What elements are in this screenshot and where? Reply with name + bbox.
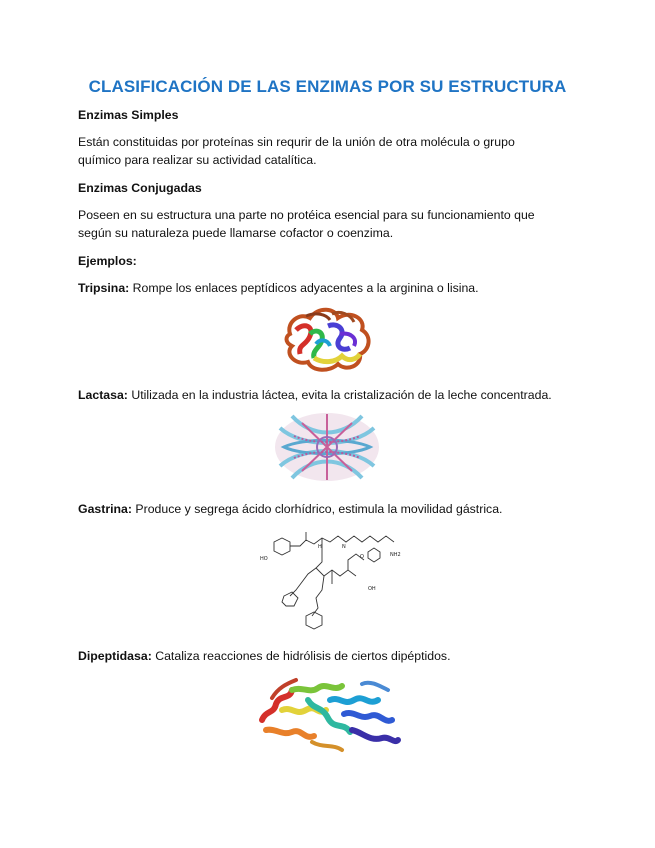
example-gastrina bbox=[78, 500, 502, 518]
gastrina-chemical-structure-image bbox=[256, 524, 416, 636]
example-name: Dipeptidasa: bbox=[78, 649, 152, 663]
example-description: Produce y segrega ácido clorhídrico, estimula la movilidad gástrica. bbox=[132, 502, 503, 516]
example-description: Cataliza reacciones de hidrólisis de ciertos dipéptidos. bbox=[151, 649, 451, 663]
example-description: Utilizada en la industria láctea, evita la cristalización de la leche concentrada. bbox=[127, 388, 552, 402]
chem-label-o: O bbox=[360, 554, 364, 560]
tripsina-protein-image bbox=[280, 304, 376, 374]
example-name: Lactasa: bbox=[78, 388, 128, 402]
example-dipeptidasa bbox=[78, 647, 451, 665]
page-title: CLASIFICACIÓN DE LAS ENZIMAS POR SU ESTRUCTURA bbox=[88, 77, 567, 96]
chem-label-ho: HO bbox=[260, 556, 268, 562]
chem-label-n: N bbox=[342, 544, 346, 550]
paragraph-conjugadas-line-1: Poseen en su estructura una parte no protéica esencial para su funcionamiento que bbox=[78, 208, 535, 222]
section-heading-conjugadas: Enzimas Conjugadas bbox=[78, 181, 202, 195]
chem-label-nh2: NH2 bbox=[390, 552, 401, 558]
chem-label-oh: OH bbox=[368, 586, 376, 592]
paragraph-simples-line-1: Están constituidas por proteínas sin requrir de la unión de otra molécula o grupo bbox=[78, 135, 515, 149]
lactasa-crystal-image bbox=[272, 408, 382, 486]
chem-label-h: H bbox=[318, 544, 322, 550]
paragraph-simples-line-2: químico para realizar su actividad catalítica. bbox=[78, 153, 317, 167]
example-tripsina bbox=[78, 279, 479, 297]
section-heading-simples: Enzimas Simples bbox=[78, 108, 179, 122]
example-description: Rompe los enlaces peptídicos adyacentes a la arginina o lisina. bbox=[129, 281, 479, 295]
dipeptidasa-protein-image bbox=[252, 670, 402, 756]
examples-heading: Ejemplos: bbox=[78, 254, 137, 268]
example-lactasa bbox=[78, 386, 552, 404]
example-name: Tripsina: bbox=[78, 281, 130, 295]
paragraph-conjugadas-line-2: según su naturaleza puede llamarse cofactor o coenzima. bbox=[78, 226, 394, 240]
example-name: Gastrina: bbox=[78, 502, 132, 516]
